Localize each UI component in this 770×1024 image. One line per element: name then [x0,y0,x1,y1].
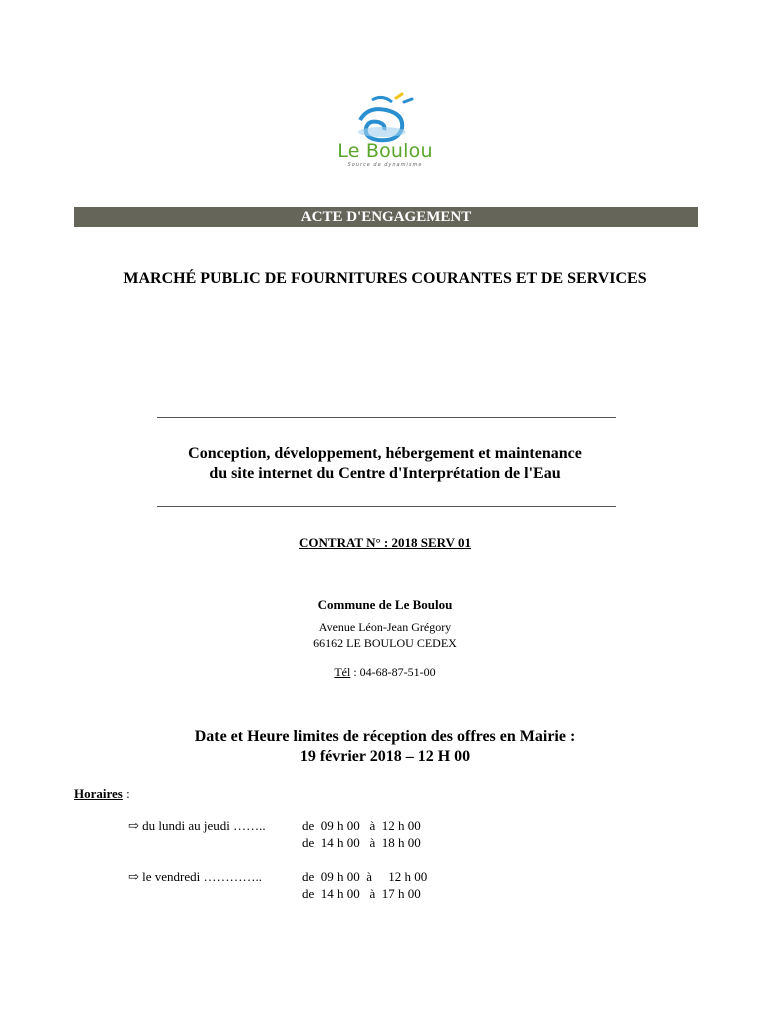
submission-deadline [100,727,670,767]
arrow-icon: ⇨ [128,818,139,833]
commune-address [0,619,770,651]
hours-slot: de 09 h 00 à 12 h 00 [302,818,421,833]
commune-phone [0,665,770,680]
commune-name: Commune de Le Boulou [317,597,453,612]
subject-line-2: du site internet du Centre d'Interprétation de l'Eau [209,465,561,482]
arrow-icon: ⇨ [128,869,139,884]
divider-top [157,417,616,418]
subject-line-1: Conception, développement, hébergement et maintenance [188,445,582,462]
contract-subject [120,444,650,484]
hours-row-friday [128,869,262,885]
divider-bottom [157,506,616,507]
address-line-2: 66162 LE BOULOU CEDEX [313,636,457,650]
deadline-line-1: Date et Heure limites de réception des offres en Mairie : [194,728,576,745]
phone-value: : 04-68-87-51-00 [350,665,436,679]
hours-slot: de 09 h 00 à 12 h 00 [302,869,428,884]
hours-days: le vendredi ………….. [142,869,263,884]
hours-row-weekdays [128,818,266,834]
document-title: MARCHÉ PUBLIC DE FOURNITURES COURANTES ET DE SERVICES [123,270,647,287]
document-type-banner: ACTE D'ENGAGEMENT [74,207,698,227]
phone-label: Tél [334,665,351,679]
logo-tagline: Source de dynamisme [347,162,423,168]
hours-slot: de 14 h 00 à 18 h 00 [302,835,421,850]
hours-days: du lundi au jeudi …….. [142,818,266,833]
contract-number: CONTRAT N° : 2018 SERV 01 [299,535,471,550]
hours-heading: Horaires : [74,786,130,801]
hours-slot: de 14 h 00 à 17 h 00 [302,886,421,901]
address-line-1: Avenue Léon-Jean Grégory [318,620,452,634]
deadline-line-2: 19 février 2018 – 12 H 00 [299,748,471,765]
logo-wordmark: Le Boulou [337,140,433,162]
